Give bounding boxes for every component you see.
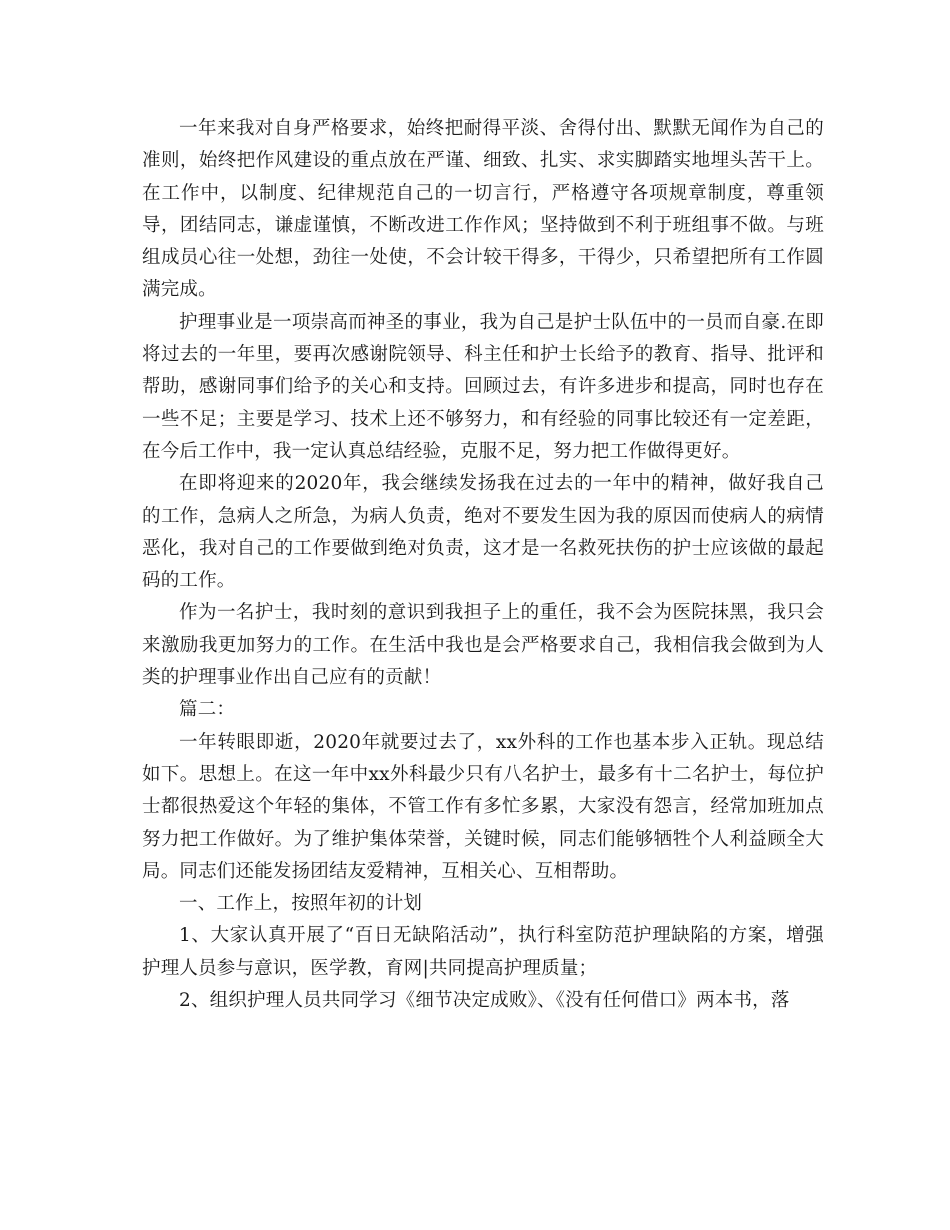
paragraph-nursing-career: 护理事业是一项崇高而神圣的事业，我为自己是护士队伍中的一员而自豪.在即将过去的一年里，要再次感谢院领导、科主任和护士长给予的教育、指导、批评和帮助，感谢同事们给予的关心和支持。回顾过去，有许多进步和提高，同时也存在一些不足；主要是学习、技术上还不够努力，和有经验的同事比较还有一定差距，在今后工作中，我一定认真总结经验，克服不足，努力把工作做得更好。 — [142, 311, 824, 462]
section-heading-part-two: 篇二： — [179, 699, 236, 721]
list-item-1: 1、大家认真开展了“百日无缺陷活动”，执行科室防范护理缺陷的方案，增强护理人员参与意识，医学教，育网|共同提高护理质量； — [142, 925, 824, 979]
paragraph-surgery-summary: 一年转眼即逝，2020年就要过去了，xx外科的工作也基本步入正轨。现总结如下。思想上。在这一年中xx外科最少只有八名护士，最多有十二名护士，每位护士都很热爱这个年轻的集体，不管工作有多忙多累，大家没有怨言，经常加班加点努力把工作做好。为了维护集体荣誉，关键时候，同志们能够牺牲个人利益顾全大局。同志们还能发扬团结友爱精神，互相关心、互相帮助。 — [142, 731, 824, 882]
paragraph-annual-self-requirements: 一年来我对自身严格要求，始终把耐得平淡、舍得付出、默默无闻作为自己的准则，始终把作风建设的重点放在严谨、细致、扎实、求实脚踏实地埋头苦干上。在工作中，以制度、纪律规范自己的一切言行，严格遵守各项规章制度，尊重领导，团结同志，谦虚谨慎，不断改进工作作风；坚持做到不利于班组事不做。与班组成员心往一处想，劲往一处使，不会计较干得多，干得少，只希望把所有工作圆满完成。 — [142, 118, 824, 301]
paragraph-nurse-responsibility: 作为一名护士，我时刻的意识到我担子上的重任，我不会为医院抹黑，我只会来激励我更加努力的工作。在生活中我也是会严格要求自己，我相信我会做到为人类的护理事业作出自己应有的贡献！ — [142, 602, 824, 689]
section-heading-work: 一、工作上，按照年初的计划 — [179, 893, 423, 915]
list-item-2: 2、组织护理人员共同学习《细节决定成败》、《没有任何借口》两本书，落 — [179, 990, 790, 1012]
document-page — [142, 113, 824, 1017]
paragraph-coming-year: 在即将迎来的2020年，我会继续发扬我在过去的一年中的精神，做好我自己的工作，急病人之所急，为病人负责，绝对不要发生因为我的原因而使病人的病情恶化，我对自己的工作要做到绝对负责，这才是一名救死扶伤的护士应该做的最起码的工作。 — [142, 473, 824, 592]
